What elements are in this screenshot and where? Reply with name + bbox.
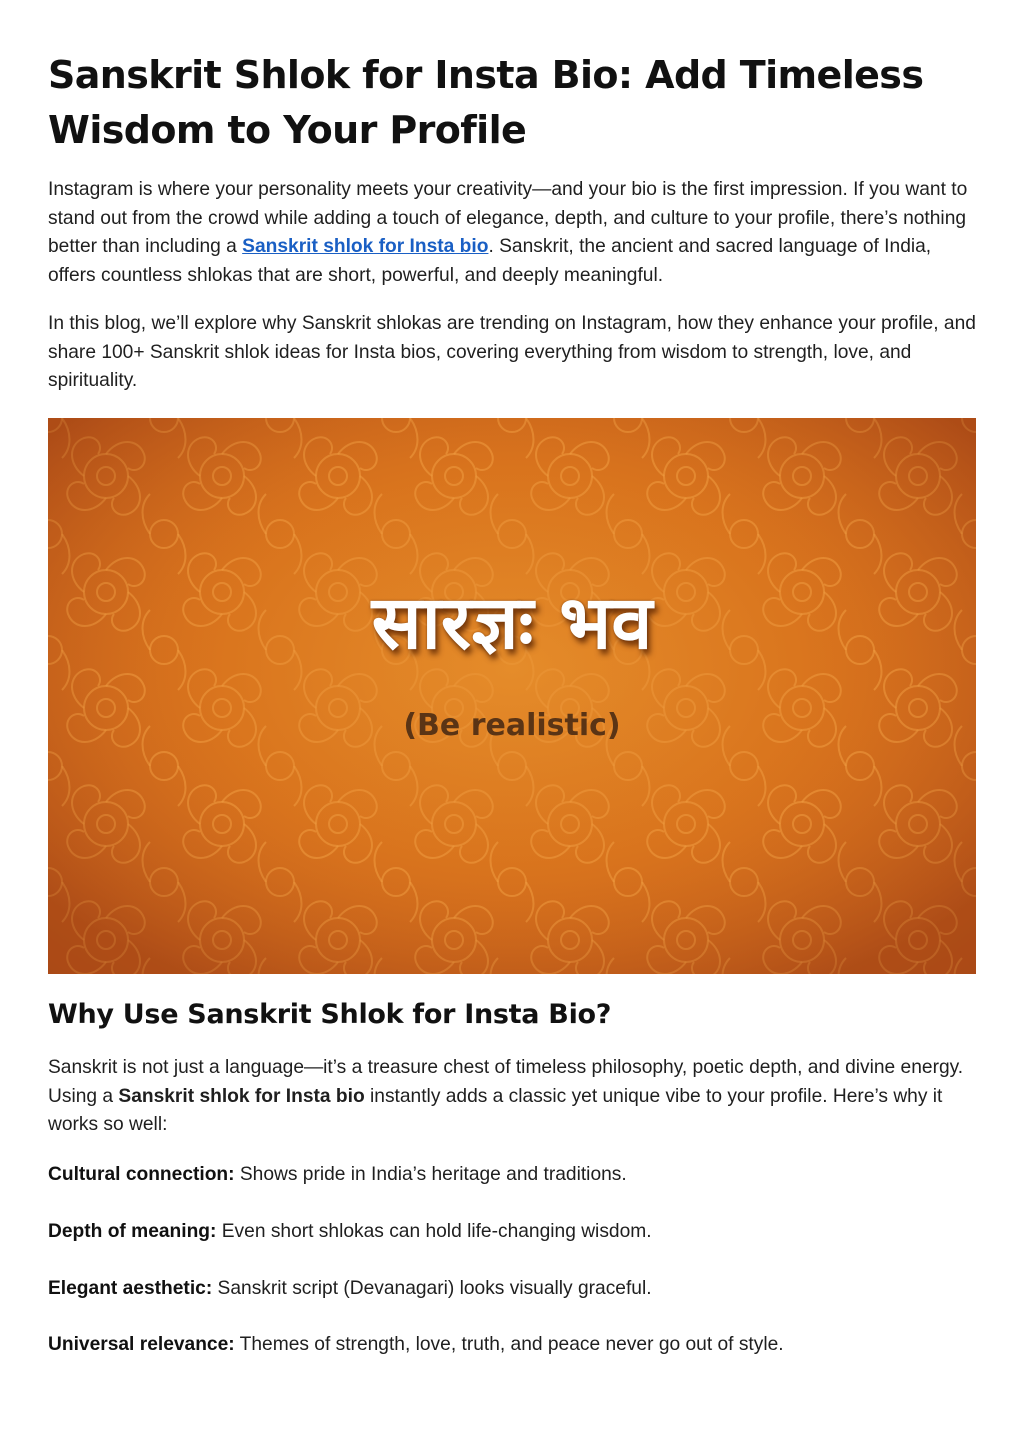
reason-label: Elegant aesthetic: — [48, 1278, 213, 1299]
reason-item — [48, 1161, 978, 1189]
reason-text: Shows pride in India’s heritage and traditions. — [234, 1164, 627, 1185]
sanskrit-shlok-text: सारज्ञः भव — [371, 580, 653, 666]
hero-image — [48, 418, 976, 974]
blog-overview-paragraph: In this blog, we’ll explore why Sanskrit shlokas are trending on Instagram, how they enhance your profile, and share 100+ Sanskrit shlok ideas for Insta bios, covering everything from wisdom to strength, love, and spirituality. — [48, 313, 976, 391]
reason-item — [48, 1275, 978, 1303]
reason-label: Depth of meaning: — [48, 1221, 217, 1242]
intro-text-after-link: . Sanskrit, the ancient and sacred language of India, offers countless shlokas that are short, powerful, and deeply meaningful. — [48, 236, 932, 286]
section-intro-before-bold: Sanskrit is not just a language—it’s a treasure chest of timeless philosophy, poetic depth, and divine energy. Using a — [48, 1057, 964, 1107]
section-intro-paragraph — [48, 1054, 978, 1140]
reason-label: Cultural connection: — [48, 1164, 235, 1185]
page-title: Sanskrit Shlok for Insta Bio: Add Timeless Wisdom to Your Profile — [48, 53, 924, 152]
reason-text: Even short shlokas can hold life-changing wisdom. — [216, 1221, 652, 1242]
section-intro-after-bold: instantly adds a classic yet unique vibe to your profile. Here’s why it works so well: — [48, 1085, 943, 1135]
section-heading: Why Use Sanskrit Shlok for Insta Bio? — [48, 999, 612, 1030]
reason-text: Themes of strength, love, truth, and peace never go out of style. — [234, 1334, 784, 1355]
shlok-translation-text: (Be realistic) — [403, 708, 621, 743]
reason-label: Universal relevance: — [48, 1334, 235, 1355]
reason-item — [48, 1331, 978, 1359]
reason-text: Sanskrit script (Devanagari) looks visually graceful. — [212, 1278, 652, 1299]
ornamental-pattern — [48, 418, 976, 974]
section-intro-bold: Sanskrit shlok for Insta bio — [118, 1085, 365, 1107]
sanskrit-shlok-link[interactable]: Sanskrit shlok for Insta bio — [242, 236, 489, 257]
intro-paragraph — [48, 176, 978, 290]
intro-text-before-link: Instagram is where your personality meets your creativity—and your bio is the first impression. If you want to stand out from the crowd while adding a touch of elegance, depth, and culture to your profile, there’s nothing better than including a — [48, 179, 968, 257]
reason-item — [48, 1218, 978, 1246]
